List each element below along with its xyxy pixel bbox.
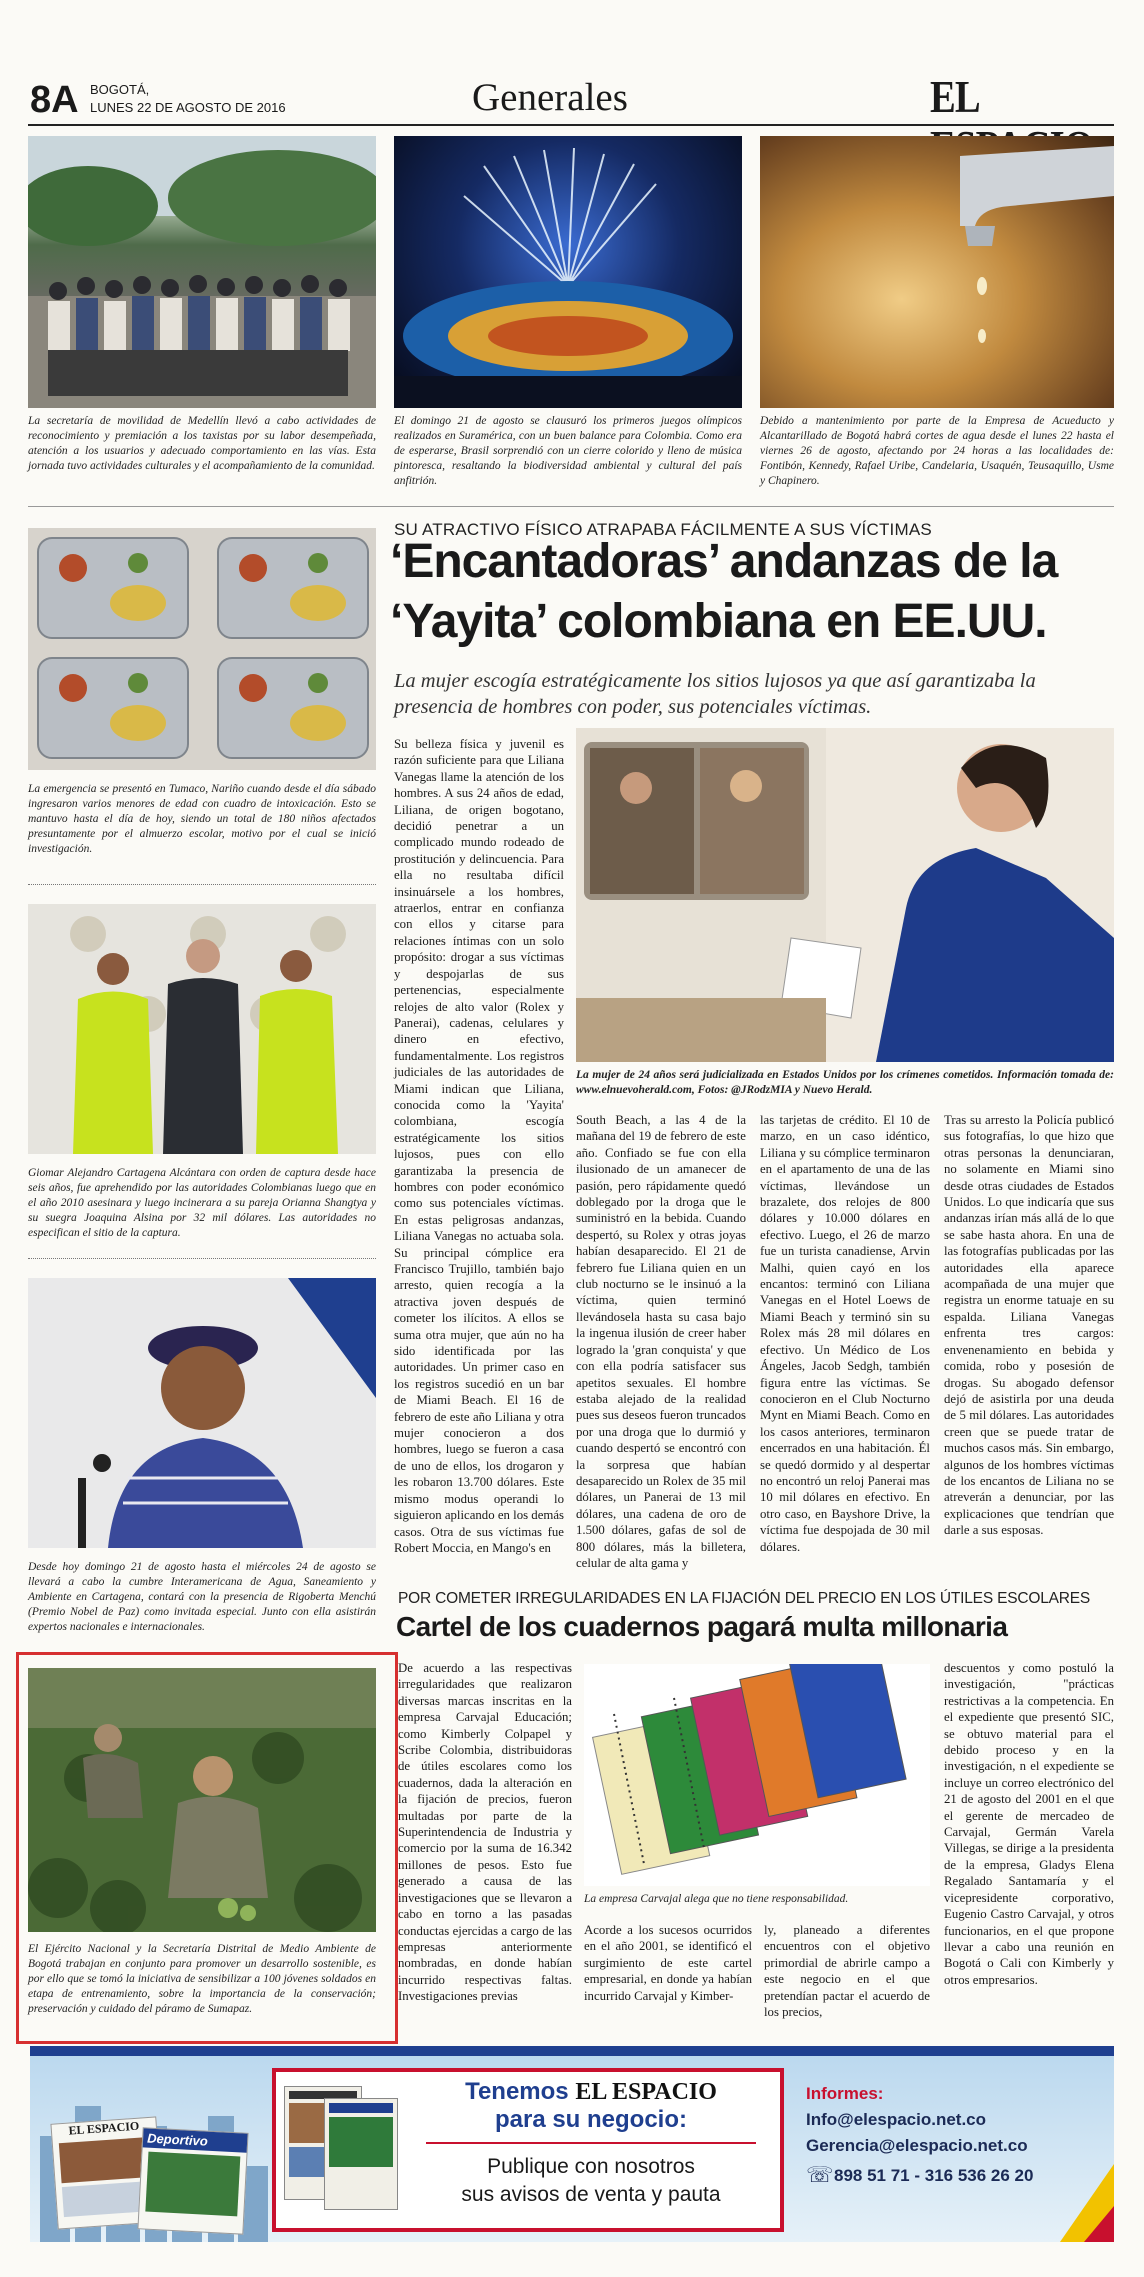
- ad-mini-badge: Deportivo: [143, 2128, 248, 2152]
- arrest-photo: [28, 904, 376, 1154]
- ad-divider: [426, 2142, 756, 2144]
- ad-informes-label: Informes:: [806, 2084, 884, 2103]
- school-lunch-photo: [28, 528, 376, 770]
- ad-banner: [30, 2046, 1114, 2242]
- ad-center-panel: [272, 2068, 784, 2232]
- water-cuts-caption: Debido a mantenimiento por parte de la Empresa de Acueducto y Alcantarillado de Bogotá habrá cortes de agua desde el lunes 22 hasta el viernes 26 de agosto, afectando por 24 horas a las localidades de: Fontibón, Kennedy, Rafael Uribe, Candelaria, Usaquén, Teusaquillo, Usme y Chapinero.: [760, 415, 1114, 487]
- ad-body-line1: Publique con nosotros: [487, 2155, 695, 2178]
- article2-kicker: POR COMETER IRREGULARIDADES EN LA FIJACIÓN DEL PRECIO EN LOS ÚTILES ESCOLARES: [398, 1590, 1091, 1607]
- ad-mini-masthead: EL ESPACIO: [68, 2118, 140, 2138]
- ad-headline-brand: EL ESPACIO: [575, 2079, 717, 2105]
- taxi-drivers-caption: La secretaría de movilidad de Medellín llevó a cabo actividades de reconocimiento y premiación a los taxistas por su labor desempeñada, atención a los usuarios y adecuado comportamiento en las vías. Esta jornada tuvo actividades culturales y el acompañamiento de la comunidad.: [28, 415, 376, 472]
- taxi-drivers-photo: [28, 136, 376, 408]
- article2-title: Cartel de los cuadernos pagará multa millonaria: [396, 1611, 1008, 1642]
- ad-headline-word: Tenemos: [465, 2078, 569, 2105]
- header-rule: [28, 124, 1114, 126]
- page-number: 8A: [30, 79, 79, 121]
- article2-column-1: De acuerdo a las respectivas irregularidades que realizaron diversas marcas inscritas en la empresa Carvajal Educación; como Kimberly Colpapel y Scribe Colombia, distribuidoras de útiles escolares como los cuadernos, dada la alteración en la fijación de precios, fueron multadas por parte de la Superintendencia de Industria y comercio por la suma de 16.342 millones de pesos. Esto fue generado a causa de las investigaciones que se llevaron a cabo en torno a las pasadas conductas ejercidas a cargo de las empresas anteriormente nombradas, en donde habían incurrido respectivas faltas. Investigaciones previas: [398, 1661, 572, 2004]
- article1-column-4: Tras su arresto la Policía publicó sus fotografías, lo que hizo que otras personas la denunciaran, no solamente en Miami sino desde otras ciudades de Estados Unidos. Lo que indicaría que sus andanzas irían más allá de lo que se sabe hasta ahora. En una de las fotografías publicadas por las autoridades ella aparece acompañada de una mujer que registra un enorme tatuaje en su espalda. Liliana Vanegas enfrenta tres cargos: envenenamiento en bebida y comida, robo y posesión de drogas. Su abogado defensor dejó de asistirla por una deuda de 5 mil dólares. Las autoridades creen que se puede tratar de muchos casos más. Sin embargo, algunos de los hombres víctimas de los encantos de Liliana no se atreverán a denunciar, por las explicaciones que tendrían que darle a sus esposas.: [944, 1113, 1114, 1538]
- notebooks-photo: [584, 1664, 930, 1886]
- article1-deck: La mujer escogía estratégicamente los sitios lujosos ya que así garantizaba la presencia de hombres con poder, sus potenciales víctimas.: [394, 670, 1036, 718]
- article1-title-line1: ‘Encantadoras’ andanzas de la: [390, 535, 1058, 588]
- yayita-photo-caption: La mujer de 24 años será judicializada en Estados Unidos por los crímenes cometidos. Información tomada de: www.elnuevoherald.com, Fotos: @JRodzMIA y Nuevo Herald.: [576, 1069, 1114, 1096]
- water-summit-photo: [28, 1278, 376, 1548]
- sidebar-separator-2: [28, 1258, 376, 1259]
- army-environment-caption: El Ejército Nacional y la Secretaría Distrital de Medio Ambiente de Bogotá trabajan en conjunto para promover un desarrollo sostenible, es por ello que se tomó la iniciativa de sensibilizar a 100 jóvenes soldados en etapa de entrenamiento, sobre la importancia de la conservación; preservación y cuidado del páramo de Sumapaz.: [28, 1943, 376, 2015]
- dateline-date: LUNES 22 DE AGOSTO DE 2016: [90, 100, 286, 115]
- article2-column-2: Acorde a los sucesos ocurridos en el año 2001, se identificó el surgimiento de este cartel empresarial, en donde ya habían incurrido Carvajal y Kimber-: [584, 1923, 752, 2003]
- school-lunch-caption: La emergencia se presentó en Tumaco, Nariño cuando desde el día sábado ingresaron varios menores de edad con cuadro de intoxicación. Esto se mantuvo hasta el día de hoy, siendo un total de 180 niños afectados presuntamente por el almuerzo escolar, motivo por el cual se inició investigación.: [28, 783, 376, 855]
- masthead-logo: EL: [930, 71, 978, 122]
- article2-column-4: descuentos y como postuló la investigación, "prácticas restrictivas a la competencia. En el expediente que presentó SIC, se obtuvo material para el debido proceso y en la investigación, n el expediente se incluye un correo electrónico del 21 de agosto del 2001 en el que el gerente de mercadeo de Carvajal, Germán Varela Villegas, se dirige a la presidenta de la empresa, Gladys Elena Regalado Santamaría y el vicepresidente corporativo, Eugenio Castro Carvajal, y otros funcionarios, en el que propone llevar a cabo una reunión en Bogotá o Cali con Kimberly y otros empresarios.: [944, 1661, 1114, 1987]
- article2-column-3: ly, planeado a diferentes encuentros con el objetivo primordial de abrirle campo a este negocio en el que pretendían pactar el acuerdo de los precios,: [764, 1923, 930, 2020]
- article1-title-line2: ‘Yayita’ colombiana en EE.UU.: [390, 595, 1047, 648]
- section-title: Generales: [472, 76, 628, 119]
- ad-subheadline: para su negocio:: [494, 2106, 688, 2133]
- olympics-closing-photo: [394, 136, 742, 408]
- yayita-photo: [576, 728, 1114, 1062]
- sidebar-separator: [28, 884, 376, 885]
- arrest-caption: Giomar Alejandro Cartagena Alcántara con orden de captura desde hace seis años, fue aprehendido por las autoridades Colombianas luego que en el año 2010 asesinara y luego incinerara a su pareja Orianna Shangtya y su suegra Joaquina Alsina por 32 mil dólares. Las autoridades no especifican el sitio de la captura.: [28, 1167, 376, 1239]
- ad-corner-triangle-red: [1084, 2206, 1114, 2242]
- article1-column-3: las tarjetas de crédito. El 10 de marzo, en un caso idéntico, Liliana y su cómplice terminaron en el apartamento de una de las víctimas, llevándose un brazalete, dos relojes de 800 dólares y 10.000 dólares en efectivo. Luego, el 26 de marzo fue un turista canadiense, Arvin Malhi, quien cayó en los encantos: terminó con Liliana Vanegas en el Hotel Loews de Miami Beach y terminó sin su Rolex más 28 mil dólares en efectivo. Un Médico de Los Ángeles, Jacob Sedgh, también figura entre las víctimas. Se conocieron en el Club Nocturno Mynt en Miami Beach. Como en los casos anteriores, terminaron encerrados en una habitación. Él se quedó dormido y al despertar no encontró un reloj Panerai mas 10 mil dólares en efectivo. En otro caso, en Bayshore Drive, la víctima fue despojada de 30 mil dólares.: [760, 1113, 930, 1554]
- ad-email-gerencia[interactable]: Gerencia@elespacio.net.co: [806, 2136, 1028, 2155]
- ad-mini-newspaper-2: [137, 2127, 248, 2234]
- olympics-caption: El domingo 21 de agosto se clausuró los primeros juegos olímpicos realizados en Suramérica, con un buen balance para Colombia. Como era de esperarse, Brasil sorprendió con un cierre colorido y lleno de música pintoresca, resaltando la biodiversidad ambiental y cultural del país anfitrión.: [394, 415, 742, 487]
- ad-body-line2: sus avisos de venta y pauta: [461, 2183, 721, 2206]
- water-summit-caption: Desde hoy domingo 21 de agosto hasta el miércoles 24 de agosto se llevará a cabo la cumbre Interamericana de Agua, Saneamiento y Ambiente en Cartagena, contará con la presencia de Rigoberta Menchú (Premio Nobel de Paz) como invitada especial. Junto con ella asistirán expertos nacionales e internacionales.: [28, 1561, 376, 1633]
- ad-center-newspapers: [284, 2082, 396, 2214]
- ad-headline: [406, 2078, 776, 2106]
- notebooks-caption: La empresa Carvajal alega que no tiene responsabilidad.: [584, 1893, 849, 1905]
- article1-column-2: South Beach, a las 4 de la mañana del 19 de febrero de este año. Confiado se fue con ella ilusionado de un amanecer de pasión, pero rápidamente quedó doblegado por la droga que le suministró en la bebida. Cuando despertó, su Rolex y otras joyas habían desaparecido. El 21 de febrero fue Liliana quien en un club nocturno se le insinuó a la víctima, quien terminó llevándosela hasta su casa bajo la ingenua ilusión de creer haber logrado la 'gran conquista' y que con ella podría satisfacer sus apetitos sexuales. El hombre estaba alejado de la realidad pues sus deseos fueron truncados por una droga que lo durmió y cuando despertó se encontró con la sorpresa que habían desaparecido un Rolex de 35 mil dólares, un Panerai de 13 mil dólares, una cadena de oro de 1.500 dólares, gafas de sol de 800 dólares, más la billetera, celular de alta gama y: [576, 1113, 746, 1570]
- water-faucet-photo: [760, 136, 1114, 408]
- dateline-city: BOGOTÁ,: [90, 82, 150, 97]
- top-row-rule: [28, 506, 1114, 507]
- phone-icon: ☏: [806, 2163, 834, 2188]
- army-environment-photo: [28, 1668, 376, 1932]
- ad-email-info[interactable]: Info@elespacio.net.co: [806, 2110, 987, 2129]
- ad-top-stripe: [30, 2046, 1114, 2056]
- article1-column-1: Su belleza física y juvenil es razón suficiente para que Liliana Vanegas llame la atención de los hombres. A sus 24 años de edad, Liliana, de origen bogotano, decidió penetrar a un complicado mundo rodeado de prostitución y delincuencia. Para ella no resultaba difícil insinuársele a los hombres, atraerlos, entrar en confianza con ellos y citarse para relaciones íntimas con un solo propósito: drogar a sus víctimas y despojarlas de sus pertenencias, especialmente relojes de alto valor (Rolex y Panerai), cadenas, celulares y dinero en efectivo, fundamentalmente. Los registros judiciales de las autoridades de Miami indican que Liliana, conocida como la 'Yayita' colombiana, escogía estratégicamente los sitios lujosos, pues con ello garantizaba la presencia de hombres con poder económico como sus potenciales víctimas. En estas peligrosas andanzas, Liliana Vanegas no actuaba sola. Su principal cómplice era Francisco Trujillo, también bajo arresto, quien recogía a la atractiva joven después de cometer los ilícitos. A ellos se suma otra mujer, que aún no ha sido identificada por las autoridades. Un primer caso en los registros sucedió en un bar de Miami Beach. El 16 de febrero de este año Liliana y otra mujer conocieron a dos hombres, luego se fueron a casa de uno de ellos, los drogaron y les robaron 13.700 dólares. Este mismo modus operandi lo siguieron aplicando en los demás casos. Otra de sus víctimas fue Robert Moccia, en Mango's en: [394, 737, 564, 1555]
- ad-phone[interactable]: 898 51 71 - 316 536 26 20: [834, 2166, 1034, 2185]
- article1-kicker: SU ATRACTIVO FÍSICO ATRAPABA FÁCILMENTE A SUS VÍCTIMAS: [394, 520, 932, 539]
